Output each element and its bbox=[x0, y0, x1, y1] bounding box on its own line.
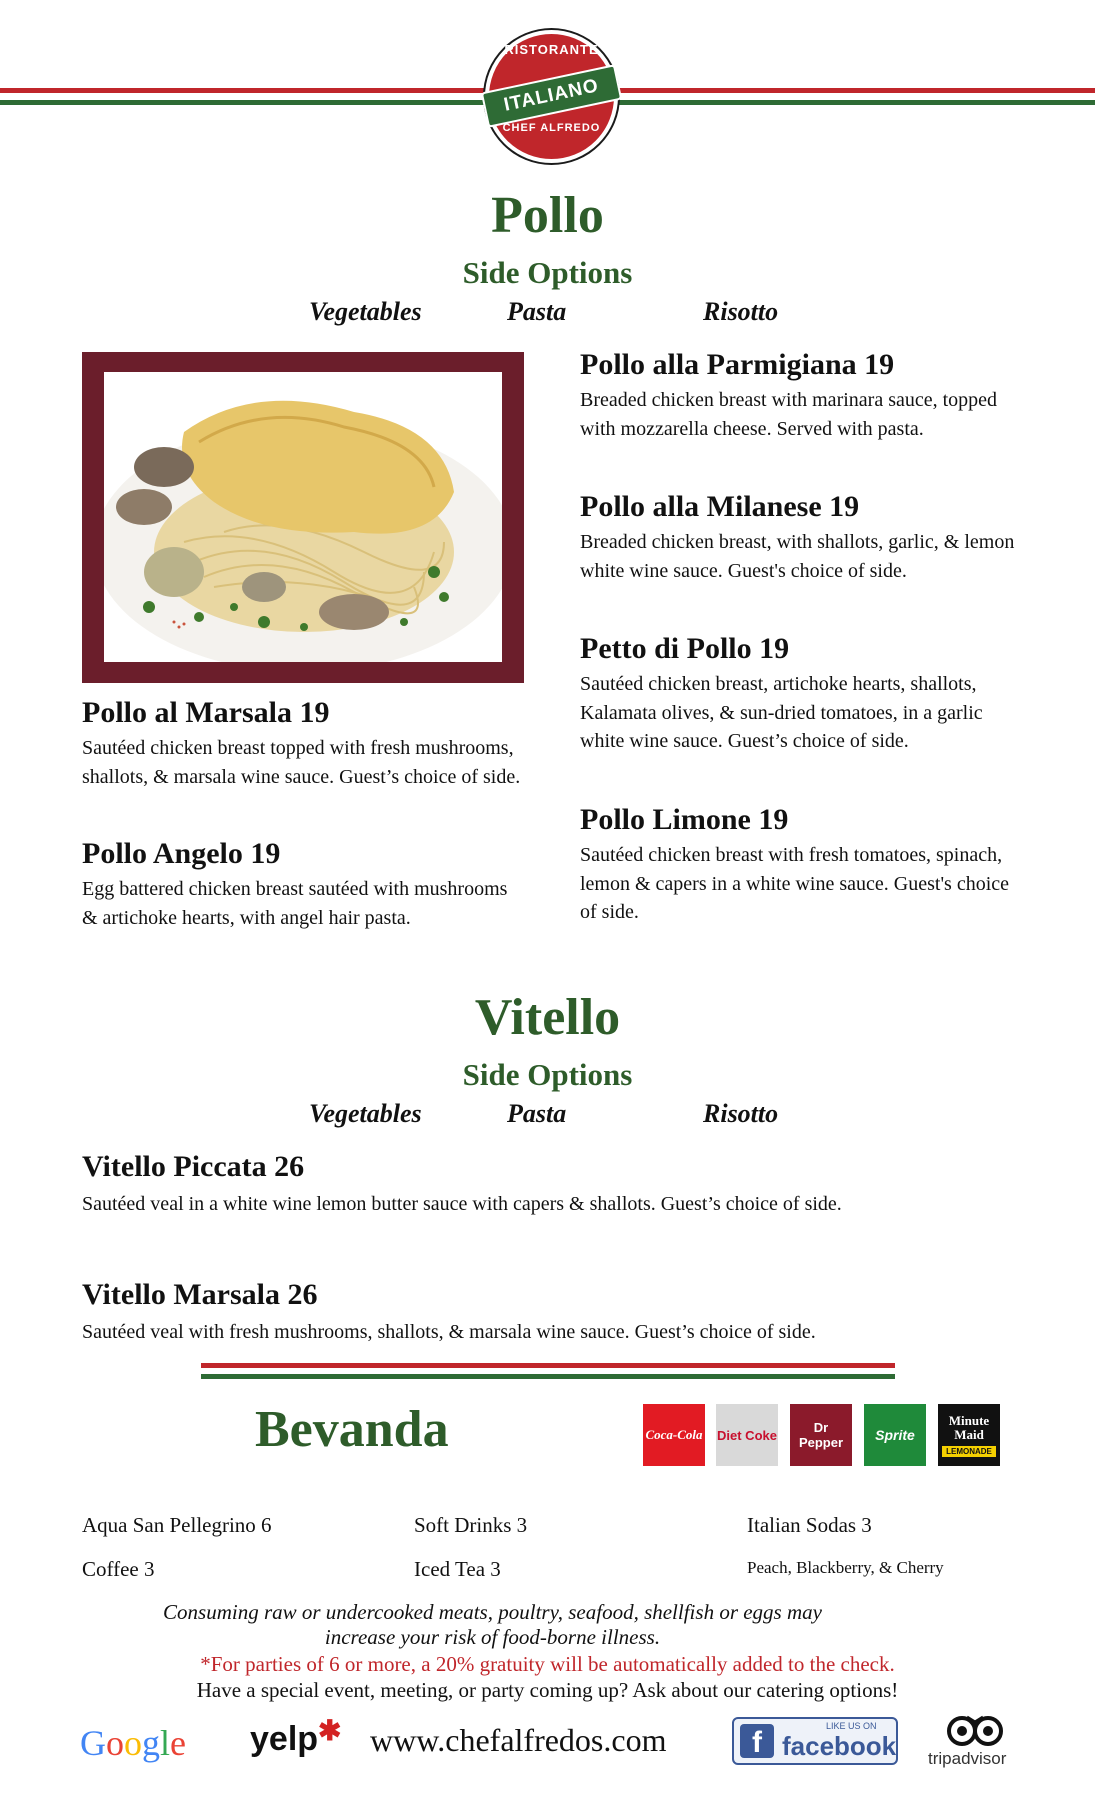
vitello-side-risotto: Risotto bbox=[703, 1099, 779, 1128]
minute-maid-logo: Minute Maid LEMONADE bbox=[938, 1404, 1000, 1466]
bev-item-pellegrino: Aqua San Pellegrino 6 bbox=[82, 1513, 272, 1537]
logo-top-text: RISTORANTE bbox=[504, 42, 599, 57]
gratuity-note: *For parties of 6 or more, a 20% gratuity will be automatically added to the check. bbox=[200, 1652, 895, 1676]
sprite-logo: Sprite bbox=[864, 1404, 926, 1466]
menu-item-pollo-limone-name: Pollo Limone 19 bbox=[580, 803, 789, 836]
pollo-side-pasta: Pasta bbox=[507, 297, 567, 326]
dish-photo bbox=[104, 372, 502, 662]
facebook-icon: f bbox=[740, 1724, 774, 1758]
bev-item-soda-flavors: Peach, Blackberry, & Cherry bbox=[747, 1558, 944, 1577]
coca-cola-logo: Coca-Cola bbox=[643, 1404, 705, 1466]
vitello-side-vegetables: Vegetables bbox=[309, 1099, 422, 1128]
vitello-side-options-title: Side Options bbox=[462, 1057, 633, 1092]
tripadvisor-link[interactable] bbox=[925, 1713, 1025, 1773]
menu-item-pollo-limone-desc: Sautéed chicken breast with fresh tomatoes, spinach, lemon & capers in a white wine sauce. Guest's choice of side. bbox=[580, 844, 1010, 923]
menu-item-pollo-angelo-name: Pollo Angelo 19 bbox=[82, 837, 281, 870]
bev-item-soft-drinks: Soft Drinks 3 bbox=[414, 1513, 528, 1537]
diet-coke-logo: Diet Coke bbox=[716, 1404, 778, 1466]
yelp-burst-icon: ✱ bbox=[318, 1715, 342, 1746]
bevanda-title: Bevanda bbox=[255, 1401, 449, 1458]
menu-item-pollo-alla-milanese-name: Pollo alla Milanese 19 bbox=[580, 490, 860, 523]
dr-pepper-logo: Dr Pepper bbox=[790, 1404, 852, 1466]
bevanda-stripe-red bbox=[201, 1363, 895, 1368]
google-link[interactable]: Google bbox=[80, 1723, 186, 1763]
menu-item-vitello-marsala-name: Vitello Marsala 26 bbox=[82, 1278, 318, 1311]
menu-item-vitello-piccata-desc: Sautéed veal in a white wine lemon butter sauce with capers & shallots. Guest’s choice of side. bbox=[82, 1193, 842, 1215]
restaurant-logo bbox=[485, 30, 618, 163]
menu-item-pollo-angelo-desc: Egg battered chicken breast sautéed with mushrooms & artichoke hearts, with angel hair pasta. bbox=[82, 878, 508, 929]
menu-item-pollo-alla-milanese-desc: Breaded chicken breast, with shallots, garlic, & lemon white wine sauce. Guest's choice of side. bbox=[580, 531, 1015, 582]
pollo-title: Pollo bbox=[491, 187, 604, 244]
pasta-dish-illustration bbox=[104, 372, 502, 662]
logo-bottom-text: CHEF ALFREDO bbox=[502, 122, 601, 134]
vitello-side-pasta: Pasta bbox=[507, 1099, 567, 1128]
menu-item-pollo-al-marsala-name: Pollo al Marsala 19 bbox=[82, 696, 330, 729]
menu-item-pollo-alla-parmigiana-name: Pollo alla Parmigiana 19 bbox=[580, 348, 895, 381]
logo-center-text: ITALIANO bbox=[502, 75, 601, 116]
menu-item-pollo-alla-parmigiana-desc: Breaded chicken breast with marinara sauce, topped with mozzarella cheese. Served with pasta. bbox=[580, 389, 998, 440]
menu-item-pollo-al-marsala-desc: Sautéed chicken breast topped with fresh mushrooms, shallots, & marsala wine sauce. Guest’s choice of side. bbox=[82, 737, 521, 788]
facebook-label: facebook bbox=[782, 1731, 897, 1761]
catering-note: Have a special event, meeting, or party coming up? Ask about our catering options! bbox=[196, 1678, 899, 1702]
menu-item-petto-di-pollo-desc: Sautéed chicken breast, artichoke hearts, shallots, Kalamata olives, & sun-dried tomatoes, in a garlic white wine sauce. Guest’s choice of side. bbox=[580, 673, 983, 752]
facebook-small-label: LIKE US ON bbox=[826, 1721, 877, 1731]
facebook-link[interactable] bbox=[732, 1717, 898, 1765]
menu-item-vitello-marsala-desc: Sautéed veal with fresh mushrooms, shallots, & marsala wine sauce. Guest’s choice of side. bbox=[82, 1321, 816, 1343]
logo-band bbox=[481, 64, 622, 128]
pollo-side-options-title: Side Options bbox=[462, 255, 633, 290]
bevanda-stripe-green bbox=[201, 1374, 895, 1379]
yelp-link[interactable]: yelp✱ bbox=[250, 1715, 342, 1758]
bev-item-italian-sodas: Italian Sodas 3 bbox=[747, 1513, 872, 1537]
bev-item-coffee: Coffee 3 bbox=[82, 1557, 155, 1581]
health-warning-note: Consuming raw or undercooked meats, poultry, seafood, shellfish or eggs may increase your risk of food-borne illness. bbox=[163, 1600, 822, 1649]
website-link[interactable]: www.chefalfredos.com bbox=[370, 1722, 667, 1758]
tripadvisor-label: tripadvisor bbox=[928, 1749, 1007, 1768]
menu-item-vitello-piccata-name: Vitello Piccata 26 bbox=[82, 1150, 305, 1183]
tripadvisor-owl-icon bbox=[945, 1713, 1005, 1747]
menu-item-petto-di-pollo-name: Petto di Pollo 19 bbox=[580, 632, 790, 665]
pollo-side-vegetables: Vegetables bbox=[309, 297, 422, 326]
bev-item-iced-tea: Iced Tea 3 bbox=[414, 1557, 501, 1581]
dish-photo-frame bbox=[82, 352, 524, 683]
pollo-side-risotto: Risotto bbox=[703, 297, 779, 326]
vitello-title: Vitello bbox=[474, 989, 621, 1046]
